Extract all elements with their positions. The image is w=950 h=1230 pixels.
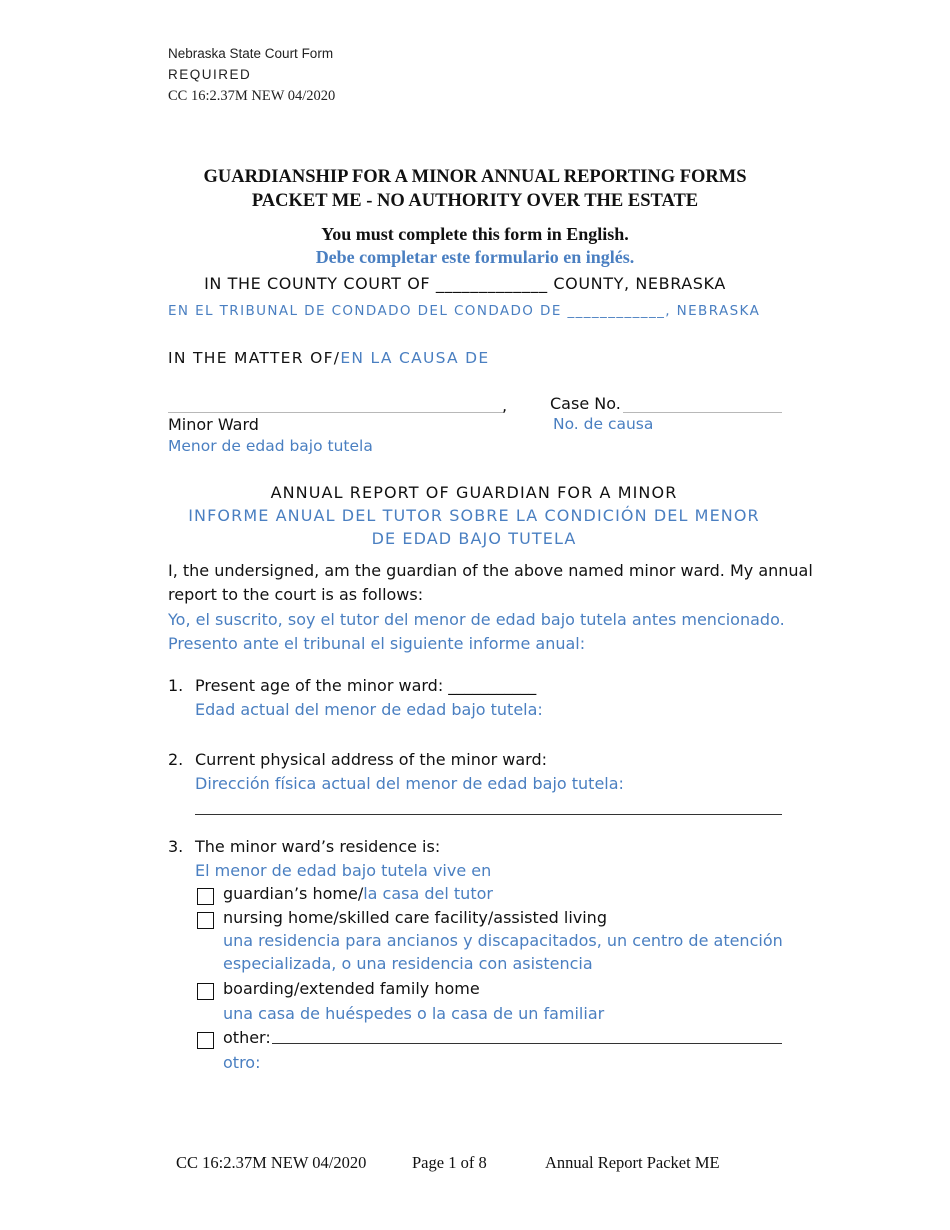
item-2-label: Current physical address of the minor ward: [195, 750, 548, 769]
boarding-home-label: boarding/extended family home [223, 979, 480, 998]
boarding-home-label-es: una casa de huéspedes o la casa de un familiar [223, 1004, 605, 1023]
report-title: ANNUAL REPORT OF GUARDIAN FOR A MINOR [270, 483, 678, 502]
footer-page: Page 1 of 8 [412, 1153, 487, 1172]
other-label: other: [223, 1028, 271, 1047]
item-3-label: The minor ward’s residence is: [195, 837, 441, 856]
nursing-home-label-es-1: una residencia para ancianos y discapacitados, un centro de atención [223, 931, 783, 950]
item-1-label-es: Edad actual del menor de edad bajo tutela: [195, 700, 543, 719]
other-line[interactable] [272, 1043, 782, 1044]
nursing-home-label: nursing home/skilled care facility/assisted living [223, 908, 607, 927]
case-no-line[interactable] [623, 412, 782, 413]
ward-name-line[interactable] [168, 412, 503, 413]
guardian-home-label: guardian’s home/ [223, 884, 364, 903]
matter-label [168, 349, 490, 367]
boarding-home-checkbox[interactable] [197, 983, 214, 1000]
guardian-home-checkbox[interactable] [197, 888, 214, 905]
form-code: CC 16:2.37M NEW 04/2020 [168, 88, 336, 104]
guardian-home-label-es: la casa del tutor [363, 884, 493, 903]
address-line[interactable] [195, 814, 782, 815]
item-3-number: 3. [168, 837, 184, 856]
nursing-home-checkbox[interactable] [197, 912, 214, 929]
matter-comma: , [502, 396, 508, 415]
item-1-label: Present age of the minor ward: ___________ [195, 676, 537, 695]
guardian-home-option [223, 884, 493, 903]
court-heading-es: EN EL TRIBUNAL DE CONDADO DEL CONDADO DE ____________, NEBRASKA [168, 303, 761, 319]
form-source: Nebraska State Court Form [168, 46, 334, 61]
required-label: REQUIRED [168, 67, 252, 82]
intro-line-1: I, the undersigned, am the guardian of the above named minor ward. My annual [168, 561, 813, 580]
intro-es-line-1: Yo, el suscrito, soy el tutor del menor de edad bajo tutela antes mencionado. [168, 610, 785, 629]
spanish-notice: Debe completar este formulario en inglés. [315, 247, 635, 267]
other-checkbox[interactable] [197, 1032, 214, 1049]
minor-ward-label: Minor Ward [168, 415, 259, 434]
title-line-2: PACKET ME - NO AUTHORITY OVER THE ESTATE [251, 191, 699, 211]
item-1-number: 1. [168, 676, 184, 695]
footer-code: CC 16:2.37M NEW 04/2020 [176, 1153, 367, 1172]
minor-ward-label-es: Menor de edad bajo tutela [168, 437, 373, 455]
intro-line-2: report to the court is as follows: [168, 585, 424, 604]
nursing-home-label-es-2: especializada, o una residencia con asistencia [223, 954, 593, 973]
english-notice: You must complete this form in English. [321, 224, 629, 244]
intro-es-line-2: Presento ante el tribunal el siguiente informe anual: [168, 634, 586, 653]
matter-label-en: IN THE MATTER OF/ [168, 349, 341, 367]
case-no-label-es: No. de causa [553, 415, 654, 433]
case-no-label: Case No. [550, 394, 621, 413]
item-2-number: 2. [168, 750, 184, 769]
court-heading: IN THE COUNTY COURT OF _____________ COUNTY, NEBRASKA [204, 274, 726, 293]
report-title-es-1: INFORME ANUAL DEL TUTOR SOBRE LA CONDICIÓN DEL MENOR [188, 506, 760, 525]
footer-packet: Annual Report Packet ME [545, 1153, 720, 1172]
title-line-1: GUARDIANSHIP FOR A MINOR ANNUAL REPORTING FORMS [203, 167, 747, 187]
other-label-es: otro: [223, 1053, 261, 1072]
item-2-label-es: Dirección física actual del menor de edad bajo tutela: [195, 774, 624, 793]
matter-label-es: EN LA CAUSA DE [340, 349, 490, 367]
item-3-label-es: El menor de edad bajo tutela vive en [195, 861, 492, 880]
report-title-es-2: DE EDAD BAJO TUTELA [371, 529, 577, 548]
